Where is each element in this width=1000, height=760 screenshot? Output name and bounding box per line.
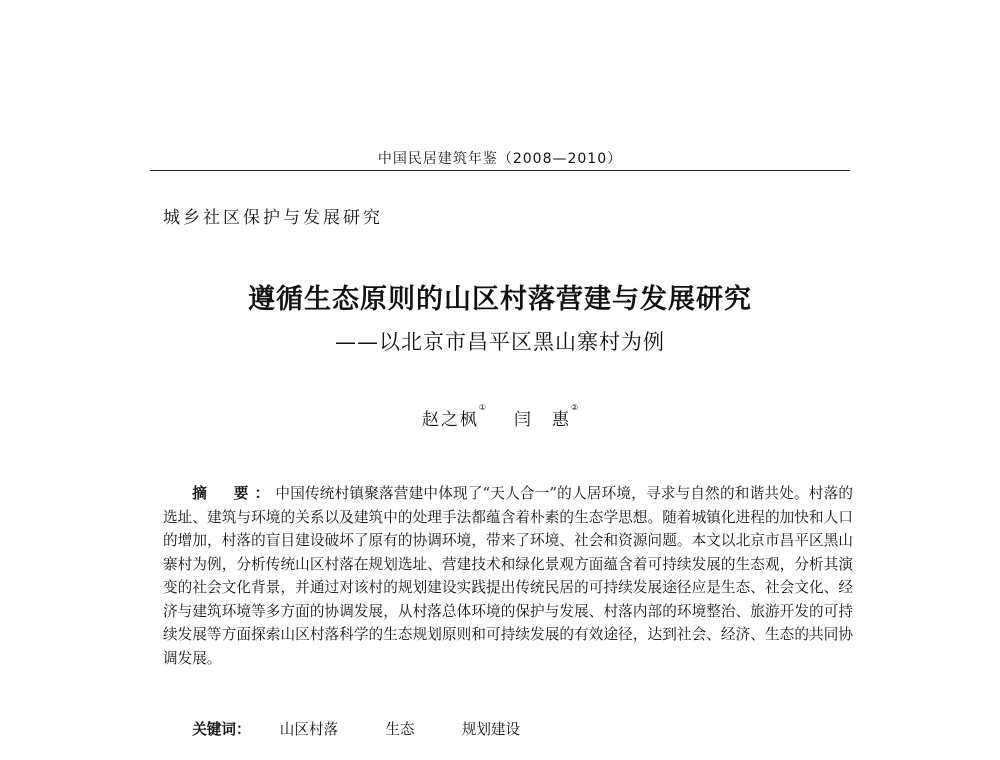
author-1 bbox=[422, 405, 486, 430]
abstract bbox=[163, 482, 853, 670]
section-label: 城乡社区保护与发展研究 bbox=[163, 208, 383, 228]
author-2-note: ② bbox=[571, 403, 579, 412]
running-header: 中国民居建筑年鉴（2008—2010） bbox=[377, 151, 623, 167]
keywords-label: 关键词： bbox=[192, 721, 251, 738]
keyword-3: 规划建设 bbox=[461, 721, 521, 738]
keyword-1: 山区村落 bbox=[279, 721, 339, 738]
keyword-2: 生态 bbox=[385, 721, 415, 738]
keywords bbox=[163, 718, 538, 739]
paper-title: 遵循生态原则的山区村落营建与发展研究 bbox=[248, 284, 752, 315]
abstract-label: 摘 要： bbox=[192, 485, 276, 502]
abstract-text: 中国传统村镇聚落营建中体现了“天人合一”的人居环境，寻求与自然的和谐共处。村落的选址、建筑与环境的关系以及建筑中的处理手法都蕴含着朴素的生态学思想。随着城镇化进程的加快和人口的增加，村落的盲目建设破坏了原有的协调环境，带来了环境、社会和资源问题。本文以北京市昌平区黑山寨村为例，分析传统山区村落在规划选址、营建技术和绿化景观方面蕴含着可持续发展的生态观，分析其演变的社会文化背景，并通过对该村的规划建设实践提出传统民居的可持续发展途径应是生态、社会文化、经济与建筑环境等多方面的协调发展，从村落总体环境的保护与发展、村落内部的环境整治、旅游开发的可持续发展等方面探索山区村落科学的生态规划原则和可持续发展的有效途径，达到社会、经济、生态的共同协调发展。 bbox=[163, 485, 853, 667]
header-rule bbox=[150, 170, 850, 171]
author-list bbox=[150, 405, 850, 430]
author-2 bbox=[514, 405, 578, 430]
paper-subtitle: ——以北京市昌平区黑山寨村为例 bbox=[335, 330, 665, 354]
author-2-name: 闫 惠 bbox=[514, 410, 571, 430]
author-1-note: ① bbox=[478, 403, 486, 412]
author-1-name: 赵之枫 bbox=[421, 410, 479, 430]
